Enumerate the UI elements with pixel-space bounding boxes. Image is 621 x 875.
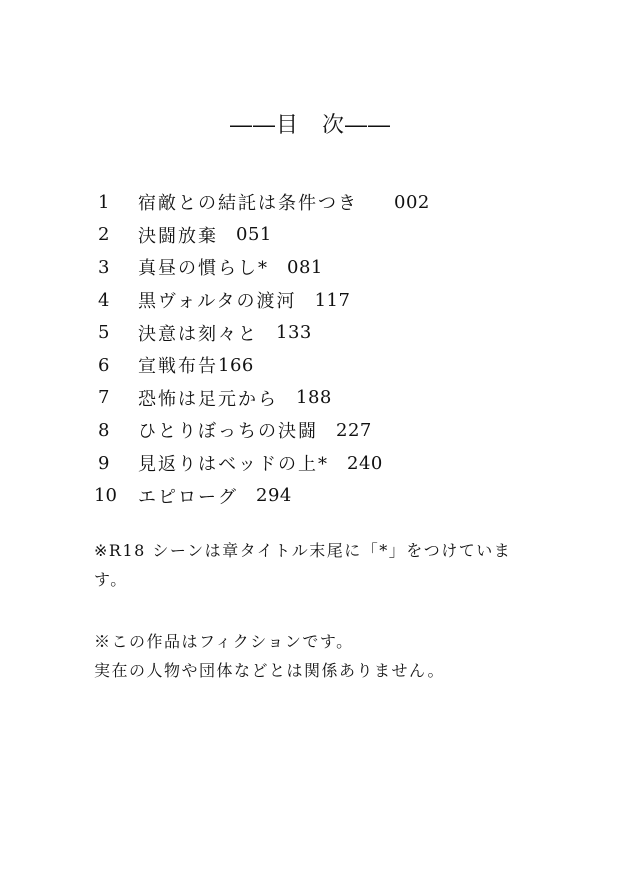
chapter-separator bbox=[297, 287, 315, 313]
r18-note-line2: す。 bbox=[94, 570, 128, 589]
chapter-number: 8 bbox=[98, 419, 110, 441]
toc-entry bbox=[94, 186, 430, 219]
chapter-number: 4 bbox=[98, 289, 110, 311]
toc-entry bbox=[94, 284, 430, 317]
toc-entry bbox=[94, 349, 430, 382]
toc-title: ――目 次―― bbox=[229, 113, 391, 138]
chapter-title: ひとりぼっちの決闘 bbox=[138, 421, 318, 443]
chapter-page: 166 bbox=[218, 354, 254, 376]
chapter-separator bbox=[238, 483, 256, 509]
chapter-separator bbox=[358, 189, 394, 215]
chapter-separator bbox=[258, 320, 276, 346]
chapter-title: 真昼の慣らし* bbox=[138, 258, 269, 280]
toc-entry bbox=[94, 414, 430, 447]
chapter-title: 決闘放棄 bbox=[138, 225, 218, 247]
chapter-title: 決意は刻々と bbox=[138, 323, 258, 345]
chapter-title: エピローグ bbox=[138, 486, 238, 508]
chapter-number: 6 bbox=[98, 354, 110, 376]
notes-section bbox=[94, 536, 534, 685]
chapter-number: 9 bbox=[98, 452, 110, 474]
fiction-note bbox=[94, 627, 534, 685]
toc-entry bbox=[94, 382, 430, 415]
chapter-title: 見返りはベッドの上* bbox=[138, 454, 329, 476]
chapter-title: 宣戦布告 bbox=[138, 356, 218, 378]
chapter-number: 1 bbox=[98, 191, 110, 213]
toc-entry bbox=[94, 251, 430, 284]
chapter-number: 3 bbox=[98, 256, 110, 278]
toc-entry bbox=[94, 219, 430, 252]
chapter-number: 2 bbox=[98, 224, 110, 246]
toc-list bbox=[94, 186, 430, 512]
chapter-page: 002 bbox=[394, 191, 430, 213]
chapter-page: 227 bbox=[336, 419, 372, 441]
chapter-page: 051 bbox=[236, 224, 272, 246]
r18-note bbox=[94, 536, 534, 594]
chapter-separator bbox=[278, 385, 296, 411]
chapter-page: 081 bbox=[287, 256, 323, 278]
chapter-page: 133 bbox=[276, 322, 312, 344]
notes-gap bbox=[94, 594, 534, 627]
toc-entry bbox=[94, 316, 430, 349]
chapter-number: 7 bbox=[98, 387, 110, 409]
chapter-number: 10 bbox=[94, 485, 117, 507]
chapter-title: 恐怖は足元から bbox=[138, 388, 278, 410]
chapter-separator bbox=[269, 254, 287, 280]
toc-entry bbox=[94, 447, 430, 480]
chapter-page: 188 bbox=[296, 387, 332, 409]
chapter-page: 117 bbox=[314, 289, 351, 311]
chapter-page: 240 bbox=[347, 452, 383, 474]
fiction-note-line2: 実在の人物や団体などとは関係ありません。 bbox=[94, 661, 445, 680]
chapter-page: 294 bbox=[256, 485, 292, 507]
chapter-title: 黒ヴォルタの渡河 bbox=[138, 291, 297, 313]
r18-note-line1: ※R18 シーンは章タイトル末尾に「*」をつけていま bbox=[94, 541, 512, 560]
chapter-separator bbox=[329, 450, 347, 476]
fiction-note-line1: ※この作品はフィクションです。 bbox=[94, 632, 354, 651]
toc-entry bbox=[94, 479, 430, 512]
chapter-number: 5 bbox=[98, 322, 110, 344]
chapter-separator bbox=[318, 417, 336, 443]
chapter-separator bbox=[218, 222, 236, 248]
chapter-title: 宿敵との結託は条件つき bbox=[138, 193, 358, 215]
